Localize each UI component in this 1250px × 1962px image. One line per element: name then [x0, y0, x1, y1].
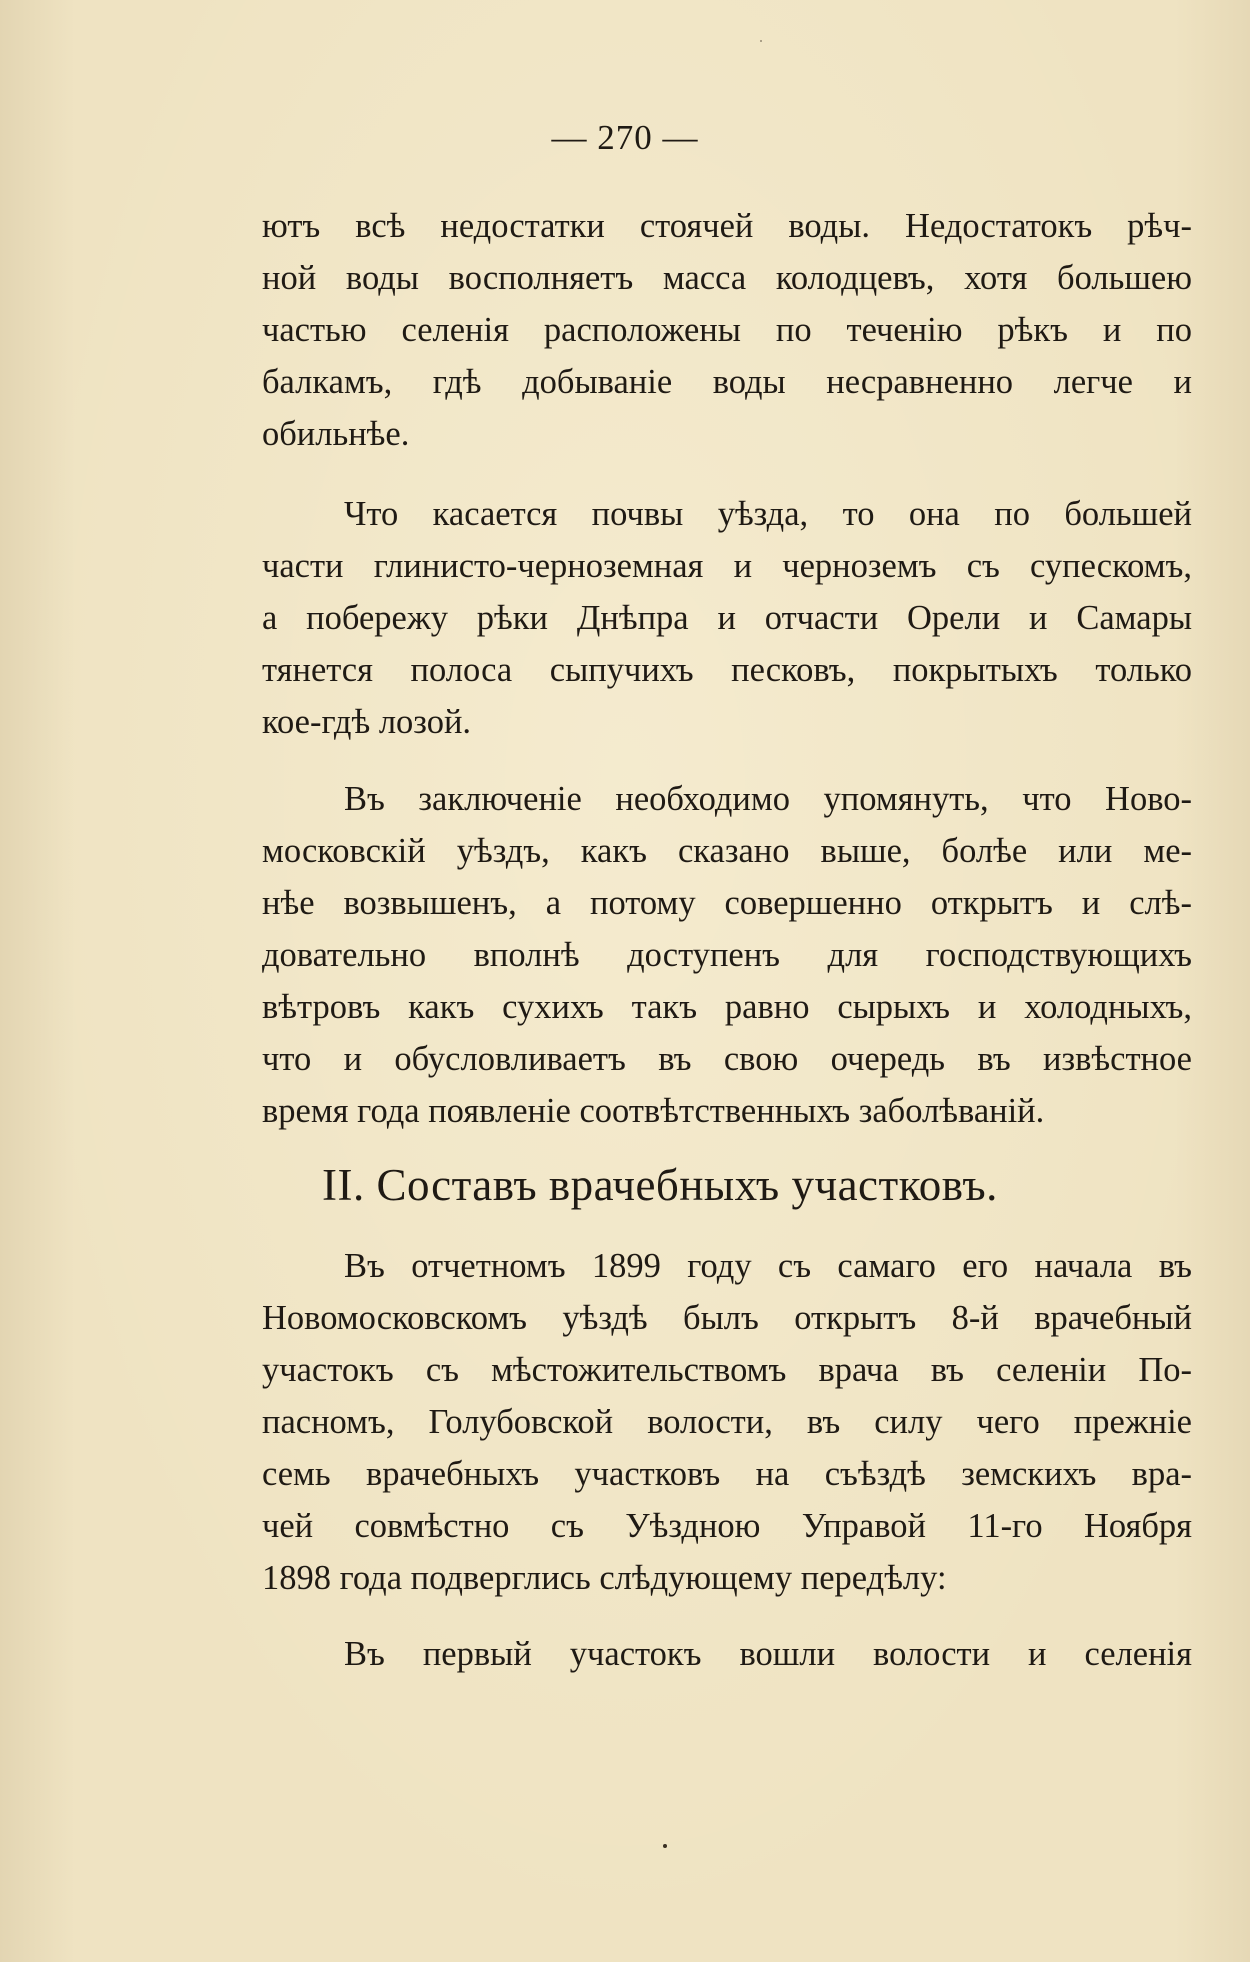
- paragraph-5: [262, 1628, 1192, 1680]
- text-line: Что касается почвы уѣзда, то она по большей: [344, 495, 1192, 533]
- text-line: Въ первый участокъ вошли волости и селенія: [344, 1635, 1192, 1673]
- paragraph-3: [262, 773, 1192, 1137]
- paragraph-1: [262, 200, 1192, 460]
- text-line: московскій уѣздъ, какъ сказано выше, болѣе или ме-: [262, 832, 1192, 870]
- text-line: Въ заключеніе необходимо упомянуть, что Ново-: [344, 780, 1192, 818]
- section-heading: II. Составъ врачебныхъ участковъ.: [322, 1160, 998, 1210]
- text-line: Въ отчетномъ 1899 году съ самаго его начала въ: [344, 1247, 1192, 1285]
- text-line: 1898 года подверглись слѣдующему передѣлу:: [262, 1559, 947, 1597]
- text-line: нѣе возвышенъ, а потому совершенно открытъ и слѣ-: [262, 884, 1192, 922]
- page-number: — 270 —: [551, 118, 699, 157]
- text-line: чей совмѣстно съ Уѣздною Управой 11-го Ноября: [262, 1507, 1192, 1545]
- text-line: пасномъ, Голубовской волости, въ силу чего прежніе: [262, 1403, 1192, 1441]
- text-line: кое-гдѣ лозой.: [262, 703, 472, 741]
- text-line: вѣтровъ какъ сухихъ такъ равно сырыхъ и холодныхъ,: [262, 988, 1192, 1026]
- text-line: обильнѣе.: [262, 415, 410, 453]
- text-line: довательно вполнѣ доступенъ для господствующихъ: [262, 936, 1192, 974]
- text-line: балкамъ, гдѣ добываніе воды несравненно легче и: [262, 363, 1192, 401]
- text-line: ютъ всѣ недостатки стоячей воды. Недостатокъ рѣч-: [262, 207, 1192, 245]
- text-line: семь врачебныхъ участковъ на съѣздѣ земскихъ вра-: [262, 1455, 1192, 1493]
- text-line: что и обусловливаетъ въ свою очередь въ извѣстное: [262, 1040, 1192, 1078]
- paragraph-2: [262, 488, 1192, 748]
- text-line: части глинисто-черноземная и черноземъ съ супескомъ,: [262, 547, 1192, 585]
- text-line: частью селенія расположены по теченію рѣкъ и по: [262, 311, 1192, 349]
- text-line: тянется полоса сыпучихъ песковъ, покрытыхъ только: [262, 651, 1192, 689]
- text-line: а побережу рѣки Днѣпра и отчасти Орели и Самары: [262, 599, 1192, 637]
- paper-speck: [663, 1844, 667, 1848]
- text-line: участокъ съ мѣстожительствомъ врача въ селеніи По-: [262, 1351, 1192, 1389]
- paper-speck: [760, 40, 762, 42]
- paragraph-4: [262, 1240, 1192, 1604]
- text-line: Новомосковскомъ уѣздѣ былъ открытъ 8-й врачебный: [262, 1299, 1192, 1337]
- text-line: время года появленіе соотвѣтственныхъ заболѣваній.: [262, 1092, 1045, 1130]
- text-line: ной воды восполняетъ масса колодцевъ, хотя большею: [262, 259, 1192, 297]
